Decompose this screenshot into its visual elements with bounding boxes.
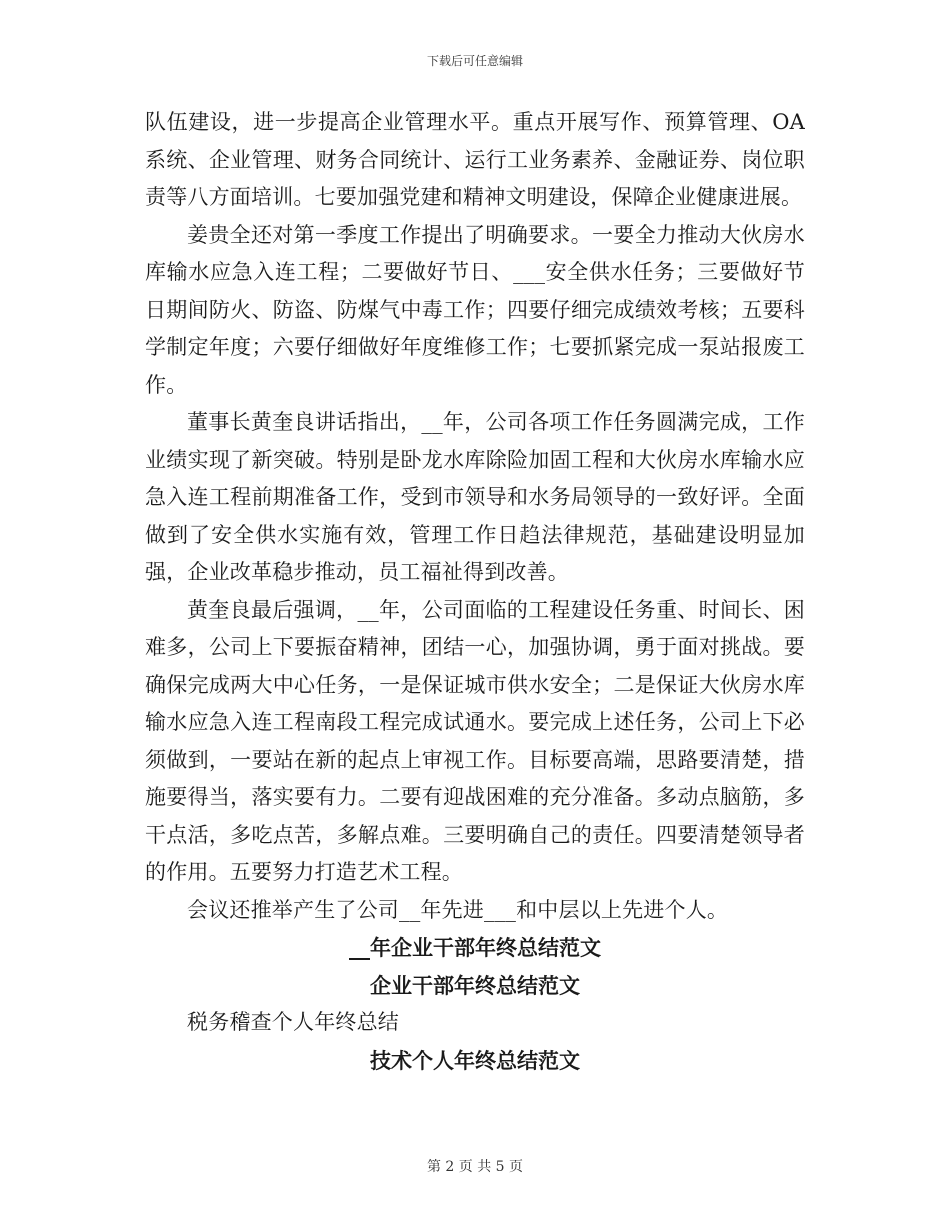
paragraph-5: 会议还推举产生了公司__年先进___和中层以上先进个人。 xyxy=(187,897,729,922)
section-title-3: 技术个人年终总结范文 xyxy=(370,1047,580,1073)
paragraph-1: 队伍建设，进一步提高企业管理水平。重点开展写作、预算管理、OA系统、企业管理、财务合同统计、运行工业务素养、金融证券、岗位职责等八方面培训。七要加强党建和精神文明建设，保障企业健康进展。 xyxy=(145,110,805,209)
subline: 税务稽查个人年终总结 xyxy=(187,1010,399,1034)
page-number: 第 2 页 共 5 页 xyxy=(426,1159,524,1175)
section-title-2: 企业干部年终总结范文 xyxy=(370,972,580,998)
paragraph-3: 董事长黄奎良讲话指出，__年，公司各项工作任务圆满完成，工作业绩实现了新突破。特别是卧龙水库除险加固工程和大伙房水库输水应急入连工程前期准备工作，受到市领导和水务局领导的一致好评。全面做到了安全供水实施有效，管理工作日趋法律规范，基础建设明显加强，企业改革稳步推动，员工福祉得到改善。 xyxy=(145,410,805,584)
section-title-1: __年企业干部年终总结范文 xyxy=(349,935,601,960)
paragraph-2: 姜贵全还对第一季度工作提出了明确要求。一要全力推动大伙房水库输水应急入连工程；二要做好节日、___安全供水任务；三要做好节日期间防火、防盗、防煤气中毒工作；四要仔细完成绩效考核；五要科学制定年度；六要仔细做好年度维修工作；七要抓紧完成一泵站报废工作。 xyxy=(145,222,805,397)
paragraph-4: 黄奎良最后强调，__年，公司面临的工程建设任务重、时间长、困难多，公司上下要振奋精神，团结一心，加强协调，勇于面对挑战。要确保完成两大中心任务，一是保证城市供水安全；二是保证大伙房水库输水应急入连工程南段工程完成试通水。要完成上述任务，公司上下必须做到，一要站在新的起点上审视工作。目标要高端，思路要清楚，措施要得当，落实要有力。二要有迎战困难的充分准备。多动点脑筋，多干点活，多吃点苦，多解点难。三要明确自己的责任。四要清楚领导者的作用。五要努力打造艺术工程。 xyxy=(145,597,805,884)
page-header: 下载后可任意编辑 xyxy=(426,54,523,68)
document-body xyxy=(145,104,805,1079)
